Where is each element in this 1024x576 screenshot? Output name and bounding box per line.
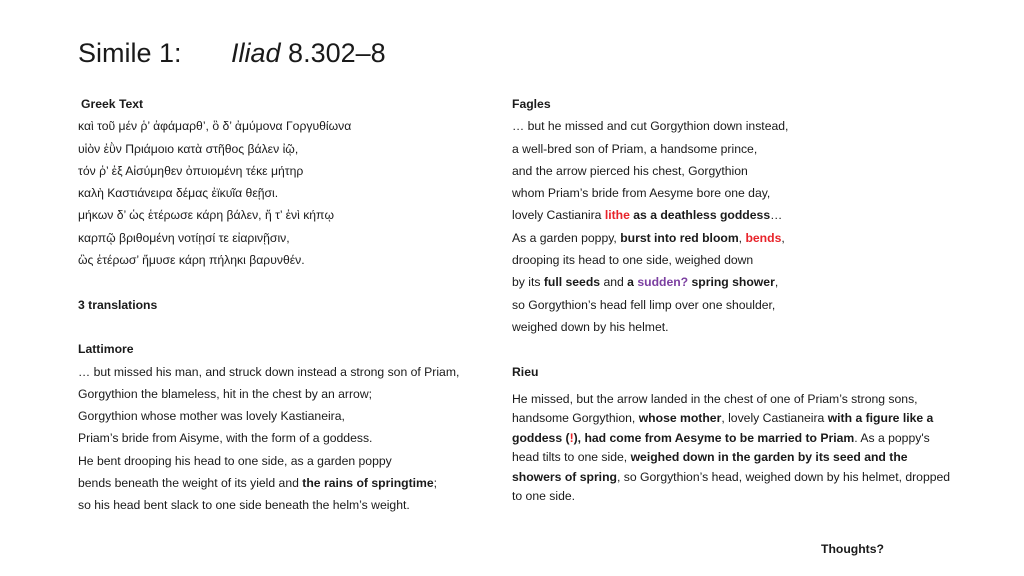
right-column — [512, 93, 952, 383]
greek-line: υἱὸν ἐῢν Πριάμοιο κατὰ στῆθος βάλεν ἰῷ, — [78, 141, 299, 156]
greek-line: ὣς ἑτέρωσ’ ἤμυσε κάρη πήληκι βαρυνθέν. — [78, 253, 305, 268]
title-passage: 8.302–8 — [288, 38, 386, 68]
highlight-rains: the rains of springtime — [302, 476, 434, 491]
highlight-red-bloom: burst into red bloom — [620, 230, 739, 245]
left-column — [78, 93, 498, 517]
lattimore-line: Priam’s bride from Aisyme, with the form of a goddess. — [78, 431, 373, 446]
highlight-bends: bends — [745, 230, 782, 245]
lattimore-line: He bent drooping his head to one side, as a garden poppy — [78, 453, 392, 468]
title-reference — [231, 38, 386, 69]
greek-line: καρπῷ βριθομένη νοτίῃσί τε εἰαρινῇσιν, — [78, 230, 290, 245]
fagles-line: a well-bred son of Priam, a handsome prince, — [512, 141, 758, 156]
highlight-sudden: sudden? — [637, 275, 689, 290]
fagles-line: by its full seeds and a sudden? spring shower, — [512, 275, 779, 290]
thoughts-prompt: Thoughts? — [821, 542, 884, 556]
fagles-line: lovely Castianira lithe as a deathless goddess… — [512, 208, 783, 223]
greek-line: τόν ῥ’ ἐξ Αἰσύμηθεν ὀπυιομένη τέκε μήτηρ — [78, 163, 304, 178]
fagles-line: As a garden poppy, burst into red bloom, bends, — [512, 230, 785, 245]
lattimore-line: … but missed his man, and struck down instead a strong son of Priam, — [78, 364, 460, 379]
lattimore-line: so his head bent slack to one side beneath the helm’s weight. — [78, 498, 410, 513]
fagles-line: … but he missed and cut Gorgythion down instead, — [512, 119, 789, 134]
greek-heading: Greek Text — [81, 97, 144, 111]
slide-title — [78, 38, 386, 69]
rieu-heading: Rieu — [512, 364, 539, 379]
lattimore-heading: Lattimore — [78, 342, 134, 357]
title-prefix: Simile 1: — [78, 38, 182, 68]
fagles-heading: Fagles — [512, 97, 551, 111]
highlight-exclaim: ! — [569, 430, 574, 445]
fagles-line: and the arrow pierced his chest, Gorgythion — [512, 163, 748, 178]
greek-line: καὶ τοῦ μέν ῥ’ ἀφάμαρθ’, ὃ δ’ ἀμύμονα Γοργυθίωνα — [78, 119, 352, 134]
title-work: Iliad — [231, 38, 281, 68]
translations-heading: 3 translations — [78, 297, 158, 312]
lattimore-line: bends beneath the weight of its yield and the rains of springtime; — [78, 476, 438, 491]
rieu-paragraph: He missed, but the arrow landed in the chest of one of Priam’s strong sons, handsome Gorgythion, whose mother, lovely Castianeira with a figure like a goddess (!), had come from Aesyme to be married to Priam. As a poppy's head tilts to one side, weighed down in the garden by its seed and the showers of spring, so Gorgythion’s head, weighed down by his helmet, dropped to one side. — [512, 392, 951, 504]
lattimore-line: Gorgythion the blameless, hit in the chest by an arrow; — [78, 386, 373, 401]
fagles-line: drooping its head to one side, weighed down — [512, 253, 754, 268]
fagles-line: weighed down by his helmet. — [512, 319, 669, 334]
greek-line: καλὴ Καστιάνειρα δέμας ἐϊκυῖα θεῇσι. — [78, 186, 279, 201]
lattimore-line: Gorgythion whose mother was lovely Kastianeira, — [78, 409, 345, 424]
fagles-line: so Gorgythion’s head fell limp over one shoulder, — [512, 297, 776, 312]
highlight-lithe: lithe — [604, 208, 630, 223]
fagles-line: whom Priam’s bride from Aesyme bore one day, — [512, 186, 771, 201]
greek-line: μήκων δ’ ὡς ἑτέρωσε κάρη βάλεν, ἥ τ’ ἐνὶ κήπῳ — [78, 208, 334, 223]
